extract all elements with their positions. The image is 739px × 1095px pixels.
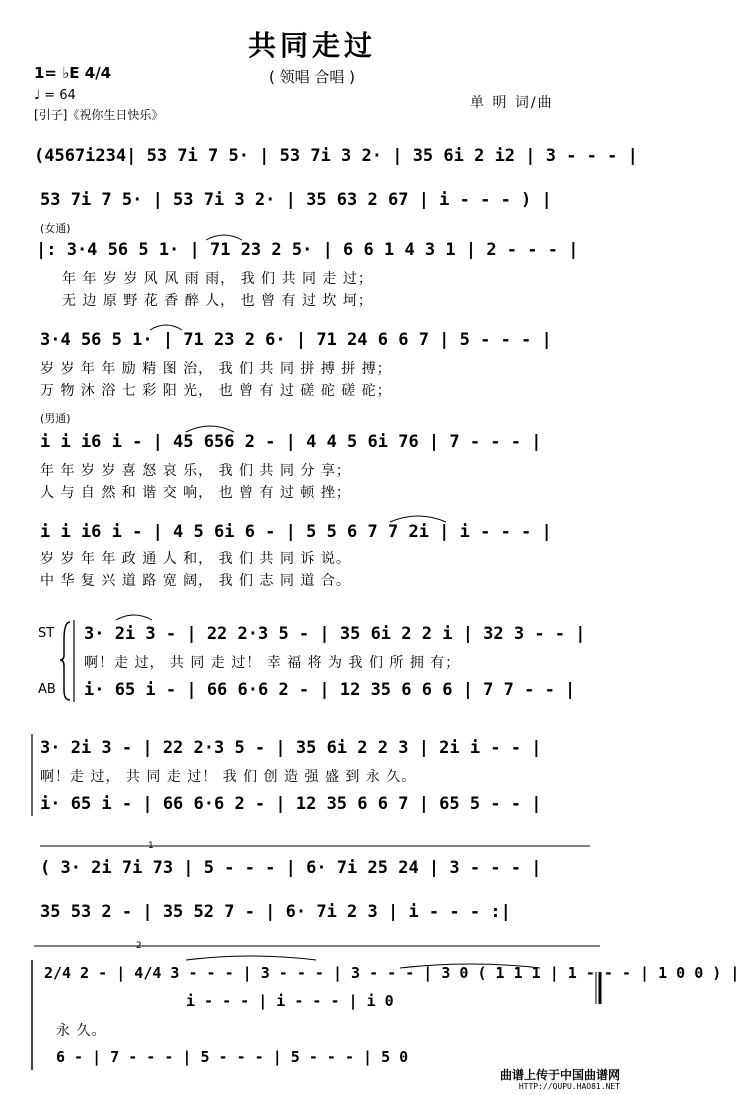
lyric-row-11: 永 久。 [56, 1023, 107, 1039]
score-row-11-lower: 6 - | 7 - - - | 5 - - - | 5 - - - | 5 0 [56, 1048, 409, 1066]
lyric-row-7: 啊！走 过， 共 同 走 过！ 幸 福 将 为 我 们 所 拥 有； [84, 655, 461, 671]
lyric-row-5a: 年 年 岁 岁 喜 怒 哀 乐， 我 们 共 同 分 享； [40, 463, 351, 479]
key-signature: 1= ♭E 4/4 [34, 64, 112, 82]
score-row-8-lower: i· 65 i - | 66 6·6 2 - | 12 35 6 6 7 | 65 5 - - | [40, 794, 542, 814]
score-row-6: i i i6 i - | 4 5 6i 6 - | 5 5 6 7 7 2i | i - - - | [40, 522, 552, 542]
female-part-label: (女通) [40, 222, 71, 235]
st-voice-label: ST [38, 626, 55, 641]
site-name: 曲谱上传于中国曲谱网 [499, 1068, 620, 1082]
score-row-7-lower: i· 65 i - | 66 6·6 2 - | 12 35 6 6 6 | 7 7 - - | [84, 680, 576, 700]
score-row-7-upper: 3· 2i 3 - | 22 2·3 5 - | 35 6i 2 2 i | 32 3 - - | [84, 624, 586, 644]
lyric-row-4b: 万 物 沐 浴 七 彩 阳 光， 也 曾 有 过 磋 砣 磋 砣； [40, 383, 392, 399]
song-title: 共同走过 [247, 29, 376, 62]
score-row-9: ( 3· 2i 7i 73 | 5 - - - | 6· 7i 25 24 | 3 - - - | [40, 858, 542, 878]
lyric-row-6a: 岁 岁 年 年 政 通 人 和， 我 们 共 同 诉 说。 [40, 551, 351, 567]
lyric-row-4a: 岁 岁 年 年 励 精 图 治， 我 们 共 同 拼 搏 拼 搏； [40, 361, 392, 377]
score-row-1: (4567i234| 53 7i 7 5· | 53 7i 3 2· | 35 6i 2 i2 | 3 - - - | [34, 146, 638, 166]
intro-note: [引子]《祝你生日快乐》 [34, 108, 164, 122]
lyric-row-6b: 中 华 复 兴 道 路 宽 阔， 我 们 志 同 道 合。 [40, 573, 351, 589]
author-credit: 单 明 词/曲 [470, 95, 554, 111]
score-row-5: i i i6 i - | 45 656 2 - | 4 4 5 6i 76 | 7 - - - | [40, 432, 542, 452]
tempo-mark: ♩ = 64 [34, 88, 76, 103]
score-row-4: 3·4 56 5 1· | 71 23 2 6· | 71 24 6 6 7 | 5 - - - | [40, 330, 552, 350]
ab-voice-label: AB [38, 682, 56, 697]
score-row-3: |: 3·4 56 5 1· | 71 23 2 5· | 6 6 1 4 3 1 | 2 - - - | [36, 240, 579, 260]
score-row-11-upper: 2/4 2 - | 4/4 3 - - - | 3 - - - | 3 - - - | 3 0 ( 1 1 1 | 1 - - - | 1 0 0 ) | [44, 964, 739, 982]
site-url: HTTP://QUPU.HAO81.NET [518, 1082, 620, 1091]
volta-1-label: 1 [148, 841, 154, 851]
score-row-2: 53 7i 7 5· | 53 7i 3 2· | 35 63 2 67 | i - - - ) | [40, 190, 552, 210]
lyric-row-5b: 人 与 自 然 和 谐 交 响， 也 曾 有 过 顿 挫； [40, 485, 351, 501]
site-watermark [500, 1069, 620, 1093]
volta-2-label: 2 [136, 941, 142, 951]
lyric-row-8: 啊！走 过， 共 同 走 过！ 我 们 创 造 强 盛 到 永 久。 [40, 769, 417, 785]
song-subtitle: ( 领唱 合唱 ) [268, 68, 355, 86]
score-row-10: 35 53 2 - | 35 52 7 - | 6· 7i 2 3 | i - - - :| [40, 902, 511, 922]
lyric-row-3b: 无 边 原 野 花 香 醉 人， 也 曾 有 过 坎 坷； [62, 293, 373, 309]
lyric-row-3a: 年 年 岁 岁 风 风 雨 雨， 我 们 共 同 走 过； [62, 271, 373, 287]
score-row-8-upper: 3· 2i 3 - | 22 2·3 5 - | 35 6i 2 2 3 | 2i i - - | [40, 738, 542, 758]
score-row-11-mid: i - - - | i - - - | i 0 [186, 992, 394, 1010]
male-part-label: (男通) [40, 412, 71, 425]
